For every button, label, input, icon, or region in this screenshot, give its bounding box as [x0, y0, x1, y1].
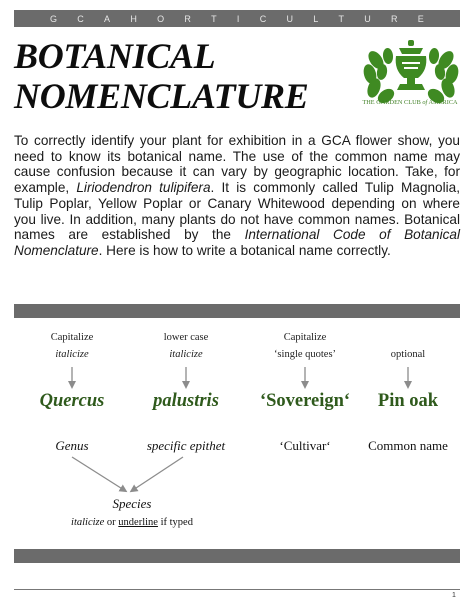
header-letter: O — [157, 13, 165, 24]
species-note-underline: underline — [118, 517, 158, 528]
rule-italicize: italicize — [55, 349, 89, 360]
header-letter: I — [236, 13, 240, 24]
species-note-italicize: italicize — [71, 517, 105, 528]
header-letter: U — [364, 13, 371, 24]
species-note-or: or — [104, 517, 119, 528]
header-letter: C — [259, 13, 267, 24]
title-line-2: NOMENCLATURE — [14, 76, 309, 116]
header-letter: E — [417, 13, 424, 24]
rule-italicize: italicize — [169, 349, 203, 360]
epithet-example: palustris — [153, 391, 219, 411]
intro-text-1: To correctly identify your plant for exhibition in a GCA flower show, you need to know its botanical name. The use of the common name may cause confusion because it can vary by geographic location. Take, for example, — [14, 133, 460, 196]
intro-text-2: . It is commonly called Tulip Magnolia, Tulip Poplar, Yellow Poplar or Canary Whitewood depending on where you live. In addition, many plants do not have common names. Botanical names are established by the — [14, 180, 460, 243]
common-name-example: Pin oak — [377, 391, 439, 411]
header-letter: T — [211, 13, 217, 24]
header-letter: R — [184, 13, 191, 24]
rule-optional: optional — [390, 349, 426, 360]
genus-example: Quercus — [39, 391, 105, 411]
arrow-genus-to-species — [72, 457, 124, 490]
rule-capitalize: Capitalize — [283, 332, 327, 343]
title-line-1: BOTANICAL — [14, 36, 216, 76]
logo-caption-main: THE GARDEN CLUB — [362, 99, 421, 106]
rule-capitalize: Capitalize — [50, 332, 94, 343]
rule-lower-case: lower case — [163, 332, 209, 343]
logo-caption-end: AMERICA — [428, 99, 458, 106]
species-note-end: if typed — [157, 517, 193, 528]
footer-rule — [14, 589, 460, 590]
header-letter: G — [50, 13, 58, 24]
code-name: International Code of Botanical Nomenclature — [14, 227, 461, 258]
header-letter: R — [391, 13, 398, 24]
arrow-epithet-to-species — [133, 457, 183, 490]
header-letter: C — [77, 13, 84, 24]
rule-single-quotes: ‘single quotes’ — [273, 349, 337, 360]
header-letter: T — [338, 13, 344, 24]
cultivar-example: ‘Sovereign‘ — [259, 391, 351, 411]
species-label: Species — [112, 496, 152, 511]
example-botanical-name: Liriodendron tulipifera — [76, 180, 211, 196]
header-letter: A — [104, 13, 111, 24]
header-letter: H — [130, 13, 137, 24]
header-letter: U — [286, 13, 293, 24]
species-note — [52, 517, 212, 528]
cultivar-label: ‘Cultivar‘ — [279, 438, 331, 453]
epithet-label: specific epithet — [146, 438, 226, 453]
common-name-label: Common name — [368, 438, 448, 453]
intro-text-3: . Here is how to write a botanical name correctly. — [98, 242, 391, 258]
header-letter: L — [313, 13, 319, 24]
page-number: 1 — [452, 592, 456, 599]
logo-caption-of: of — [422, 99, 428, 106]
genus-label: Genus — [55, 438, 89, 453]
